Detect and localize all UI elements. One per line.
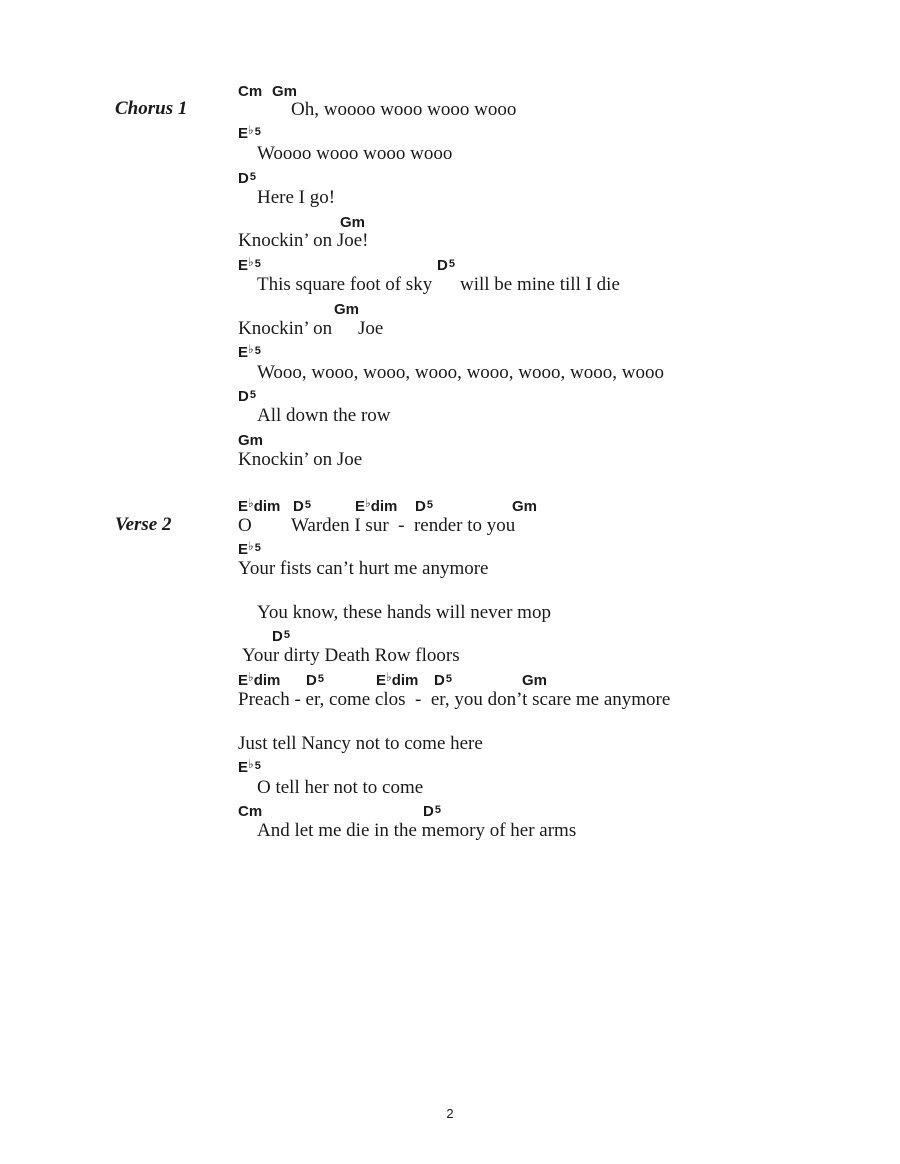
section-label-verse-2: Verse 2 <box>115 514 172 535</box>
lyric-line: Oh, woooo wooo wooo wooo <box>291 99 517 120</box>
lyric-line: And let me die in the memory of her arms <box>257 820 577 841</box>
lyric-line: All down the row <box>257 405 391 426</box>
chord-eflat-dim: E♭dim <box>355 496 398 515</box>
chord-eflat-dim: E♭dim <box>376 670 419 689</box>
chord-d5: $D^5$ <box>238 388 256 405</box>
chord-eflat5: $E^{♭5}$ <box>238 123 261 142</box>
lyric-line: Here I go! <box>257 187 336 208</box>
lyric-line: Knockin’ on Joe! <box>238 230 369 251</box>
chord-eflat5: $E^{♭5}$ <box>238 342 261 361</box>
lyric-line: Your dirty Death Row floors <box>242 645 460 666</box>
lyric-line: Your fists can’t hurt me anymore <box>238 558 489 579</box>
lyric-line: Wooo, wooo, wooo, wooo, wooo, wooo, wooo, wooo <box>257 362 664 383</box>
chord-gm: Gm <box>272 83 298 100</box>
chord-d5: $D^5$ <box>306 672 324 689</box>
page-number: 2 <box>446 1106 454 1121</box>
chord-d5: $D^5$ <box>415 498 433 515</box>
section-label-chorus-1: Chorus 1 <box>115 98 188 119</box>
chord-d5: $D^5$ <box>272 628 290 645</box>
chord-eflat-dim: E♭dim <box>238 670 281 689</box>
chord-d5: $D^5$ <box>434 672 452 689</box>
lyric-line: Knockin’ on Joe <box>238 449 363 470</box>
chord-gm: Gm <box>334 301 360 318</box>
chord-gm: Gm <box>340 214 366 231</box>
chord-eflat5: $E^{♭5}$ <box>238 757 261 776</box>
chord-d5: $D^5$ <box>423 803 441 820</box>
lyric-line: Preach - er, come clos - er, you don’t scare me anymore <box>238 689 671 710</box>
chord-cm: Cm <box>238 803 263 820</box>
lyric-line: Warden I sur - render to you <box>291 515 516 536</box>
chord-eflat5: $E^{♭5}$ <box>238 539 261 558</box>
chord-d5: $D^5$ <box>238 170 256 187</box>
lyric-line: Joe <box>358 318 384 339</box>
lyric-line: will be mine till I die <box>460 274 620 295</box>
chord-gm: Gm <box>512 498 538 515</box>
chord-cm: Cm <box>238 83 263 100</box>
chord-eflat5: $E^{♭5}$ <box>238 255 261 274</box>
lyric-line: Woooo wooo wooo wooo <box>257 143 453 164</box>
chord-d5: $D^5$ <box>437 257 455 274</box>
lyric-line: You know, these hands will never mop <box>257 602 551 623</box>
chord-gm: Gm <box>522 672 548 689</box>
chord-eflat-dim: E♭dim <box>238 496 281 515</box>
lyric-line: Knockin’ on <box>238 318 333 339</box>
lyric-line: Just tell Nancy not to come here <box>238 733 483 754</box>
lyric-line: This square foot of sky <box>257 274 433 295</box>
chord-gm: Gm <box>238 432 264 449</box>
chord-d5: $D^5$ <box>293 498 311 515</box>
lyric-line: O <box>238 515 252 536</box>
lyric-line: O tell her not to come <box>257 777 424 798</box>
